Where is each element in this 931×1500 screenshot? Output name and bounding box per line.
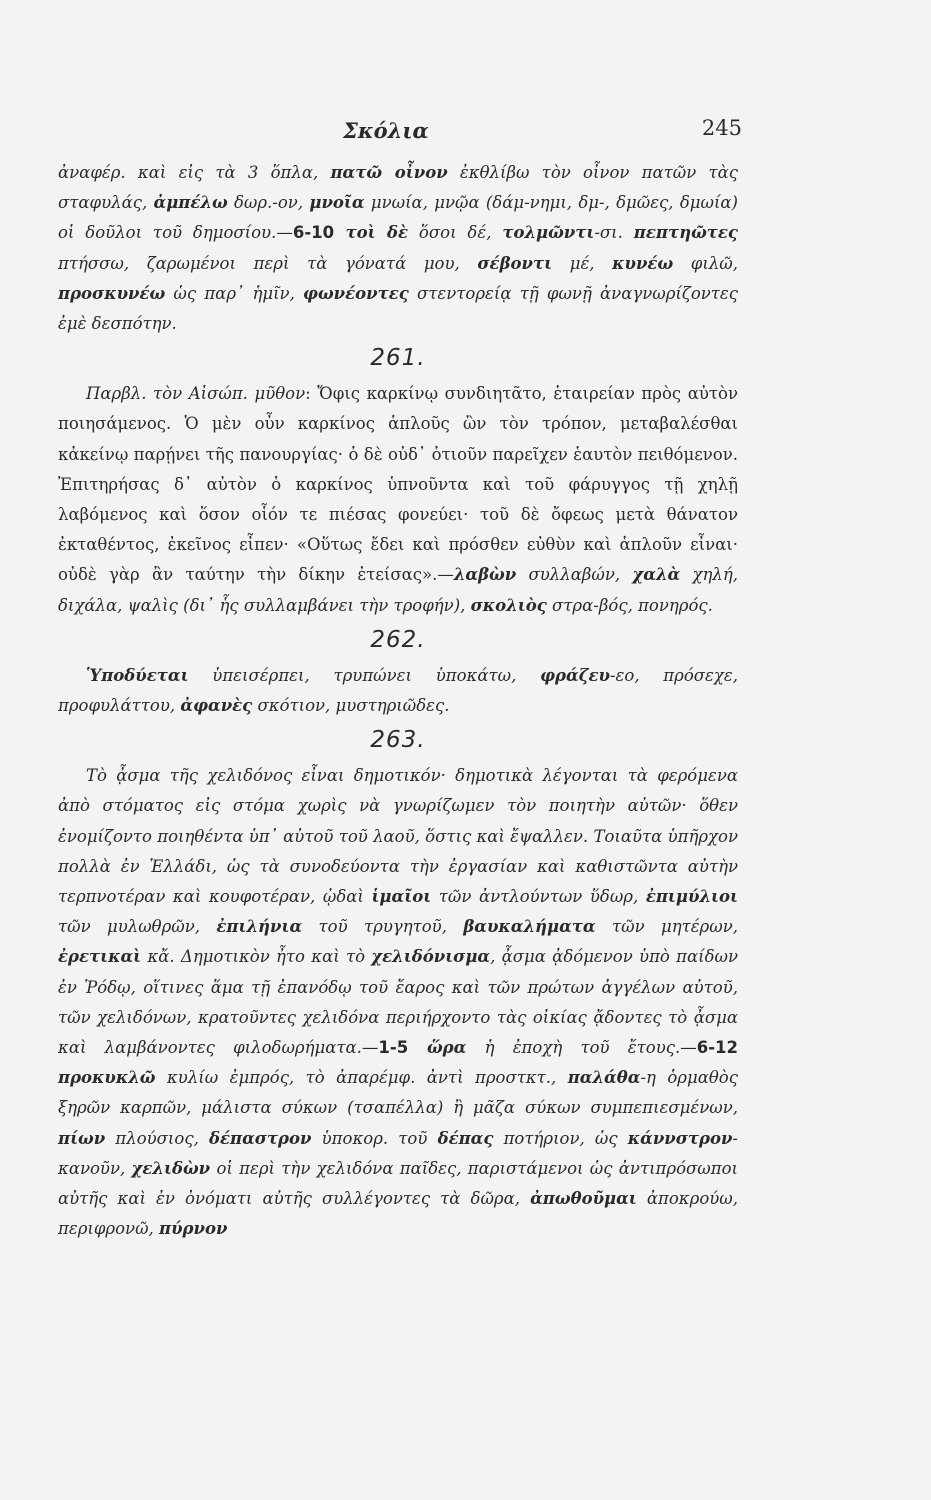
gloss-text: ὡς παρ᾽ ἡμῖν,	[165, 283, 304, 303]
gloss-text: κἄ. Δημοτικὸν ἦτο καὶ τὸ	[141, 947, 372, 967]
gloss-text: Τὸ ᾆσμα τῆς χελιδόνος εἶναι δημοτικόν· δημοτικὰ λέγονται τὰ φερόμενα ἀπὸ στόματος εἰς στόμα χωρὶς νὰ γνωρίζωμεν τὸν ποιητὴν αὐτῶν· ὅθεν ἐνομίζοντο ποιηθέντα ὑπ᾽ αὐτοῦ τοῦ λαοῦ, ὅστις καὶ ἔψαλλεν. Τοιαῦτα ὑπῆρχον πολλὰ ἐν Ἑλλάδι, ὡς τὰ συνοδεύοντα τὴν ἐργασίαν καὶ καθιστῶντα αὐτὴν τερπνοτέραν καὶ κουφοτέραν, ᾠδαὶ	[58, 766, 738, 907]
lemma: ἐπιλήνια	[216, 917, 303, 937]
lemma: κυνέω	[612, 253, 674, 273]
gloss-text: τῶν ἀντλούντων ὕδωρ,	[431, 887, 646, 907]
gloss-text: -η ὁρμαθὸς ξηρῶν καρπῶν, μάλιστα σύκων (τσαπέλλα) ἢ μᾶζα σύκων συμπεπιεσμένων,	[58, 1068, 738, 1118]
lemma: πύρνον	[159, 1219, 228, 1239]
gloss-text: τοῦ τρυγητοῦ,	[302, 917, 464, 937]
lemma: χελιδὼν	[131, 1158, 211, 1178]
gloss-text: τῶν μυλωθρῶν,	[58, 917, 217, 937]
gloss-text: σκότιον, μυστηριῶδες.	[252, 696, 450, 716]
line-range: 1-5	[378, 1038, 409, 1058]
lemma: σέβοντι	[477, 253, 553, 273]
lemma: ὥρα	[408, 1038, 467, 1058]
gloss-text: -κανοῦν,	[58, 1128, 738, 1178]
note-paragraph-262	[58, 661, 738, 721]
lemma: φωνέοντες	[303, 283, 409, 303]
gloss-text: , ᾆσμα ᾀδόμενον ὑπὸ παίδων ἐν Ῥόδῳ, οἵτινες ἅμα τῇ ἐπανόδῳ τοῦ ἔαρος καὶ τῶν πρώτων ἀγγέλων αὐτοῦ, τῶν χελιδόνων, κρατοῦντες χελιδόνα περιήρχοντο τὰς οἰκίας ᾄδοντες τὸ ᾆσμα καὶ λαμβάνοντες φιλοδωρήματα.—	[58, 947, 738, 1058]
lemma: προκυκλῶ	[58, 1068, 156, 1088]
gloss-text: Παρβλ. τὸν Αἰσώπ. μῦθον	[86, 384, 306, 404]
lemma: λαβὼν	[453, 565, 517, 585]
gloss-text: χηλή, διχάλα, ψαλὶς (δι᾽ ἧς συλλαμβάνει τὴν τροφήν),	[58, 565, 738, 615]
gloss-text: ὑποκορ. τοῦ	[311, 1128, 438, 1148]
line-range: 6-12	[696, 1038, 739, 1058]
lemma: φράζευ	[540, 665, 610, 685]
lemma: πατῶ οἶνον	[330, 163, 448, 182]
gloss-text: πτήσσω, ζαρωμένοι περὶ τὰ γόνατά μου,	[58, 253, 478, 273]
lemma: τολμῶντι	[502, 223, 595, 243]
lemma: βαυκαλήματα	[463, 917, 596, 937]
page-header	[58, 116, 742, 148]
section-number-261: 261.	[370, 345, 426, 372]
gloss-text: στεντορείᾳ τῇ φωνῇ ἀναγνωρίζοντες ἐμὲ δεσπότην.	[58, 283, 739, 334]
gloss-text: στρα-βός, πονηρός.	[546, 595, 713, 615]
section-number-263: 263.	[370, 727, 426, 754]
lemma: ἐρετικαὶ	[58, 947, 142, 967]
gloss-text: κυλίω ἐμπρός, τὸ ἀπαρέμφ. ἀντὶ προστκτ.,	[155, 1068, 568, 1088]
lemma: ἀφανὲς	[180, 696, 253, 716]
line-range: 6-10	[292, 223, 335, 243]
gloss-text: μέ,	[552, 253, 613, 273]
gloss-text: τῶν μητέρων,	[595, 917, 738, 937]
note-paragraph-261	[58, 379, 738, 621]
lemma: ἀμπέλω	[153, 193, 228, 213]
gloss-text: ἀποκρούω, περιφρονῶ,	[58, 1189, 738, 1239]
lemma: Ὑποδύεται	[86, 665, 189, 685]
commentary-text	[58, 158, 738, 1245]
lemma: ἐπιμύλιοι	[645, 887, 738, 907]
lemma: δέπας	[437, 1128, 494, 1148]
gloss-text: : Ὄφις καρκίνῳ συνδιητᾶτο, ἑταιρείαν πρὸς αὐτὸν ποιησάμενος. Ὁ μὲν οὖν καρκίνος ἁπλοῦς ὢν τὸν τρόπον, μεταβαλέσθαι κἀκείνῳ παρῄνει τῆς πανουργίας· ὁ δὲ οὐδ᾽ ὁτιοῦν παρεῖχεν ἑαυτὸν πειθόμενον. Ἐπιτηρήσας δ᾽ αὐτὸν ὁ καρκίνος ὑπνοῦντα καὶ τοῦ φάρυγγος τῇ χηλῇ λαβόμενος καὶ ὅσον οἷόν τε πιέσας φονεύει· τοῦ δὲ ὄφεως μετὰ θάνατον ἐκταθέντος, ἐκεῖνος εἶπεν· «Οὕτως ἔδει καὶ πρόσθεν εὐθὺν καὶ ἁπλοῦν εἶναι· οὐδὲ γὰρ ἂν ταύτην τὴν δίκην ἐτείσας».—	[58, 384, 738, 585]
gloss-text: -σι.	[594, 223, 634, 243]
gloss-text: ἀναφέρ. καὶ εἰς τὰ 3 ὅπλα,	[58, 163, 331, 182]
gloss-text: ἡ ἐποχὴ τοῦ ἔτους.—	[466, 1038, 697, 1058]
lemma: κάννστρον	[627, 1128, 733, 1148]
lemma: παλάθα	[567, 1068, 641, 1088]
page-number: 245	[701, 116, 742, 140]
gloss-text: ἐκθλίβω τὸν οἶνον πατῶν τὰς σταφυλάς,	[58, 163, 738, 213]
lemma: ἀπωθοῦμαι	[530, 1189, 637, 1209]
lemma: ἱμαῖοι	[371, 887, 432, 907]
lemma: πίων	[58, 1128, 106, 1148]
gloss-text: ὅσοι δέ,	[408, 223, 503, 243]
gloss-text: φιλῶ,	[673, 253, 738, 273]
running-title: Σκόλια	[343, 118, 429, 143]
gloss-text: πλούσιος,	[105, 1128, 209, 1148]
section-number-262: 262.	[370, 626, 426, 653]
gloss-text: δωρ.-ον,	[227, 193, 310, 213]
lemma: δέπαστρον	[208, 1128, 312, 1148]
lemma: πεπτηῶτες	[633, 223, 738, 243]
lemma: προσκυνέω	[58, 283, 166, 303]
gloss-text: ποτήριον, ὡς	[493, 1128, 628, 1148]
gloss-text: ὑπεισέρπει, τρυπώνει ὑποκάτω,	[188, 665, 541, 685]
note-paragraph	[58, 158, 738, 339]
lemma: σκολιὸς	[470, 595, 547, 615]
lemma: χελιδόνισμα	[371, 947, 491, 967]
gloss-text: μνωία, μνῷα (δάμ-νημι, δμ-, δμῶες, δμωία) οἱ δοῦλοι τοῦ δημοσίου.—	[58, 193, 738, 243]
gloss-text: συλλαβών,	[516, 565, 633, 585]
gloss-text: οἱ περὶ τὴν χελιδόνα παῖδες, παριστάμενοι ὡς ἀντιπρόσωποι αὐτῆς καὶ ἐν ὀνόματι αὐτῆς συλλέγοντες τὰ δῶρα,	[58, 1158, 738, 1209]
note-paragraph-263	[58, 761, 738, 1244]
gloss-text: -εο, πρόσεχε, προφυλάττου,	[58, 665, 738, 716]
lemma: τοὶ δὲ	[334, 223, 409, 243]
lemma: χαλὰ	[632, 565, 681, 585]
lemma: μνοῖα	[309, 193, 365, 213]
